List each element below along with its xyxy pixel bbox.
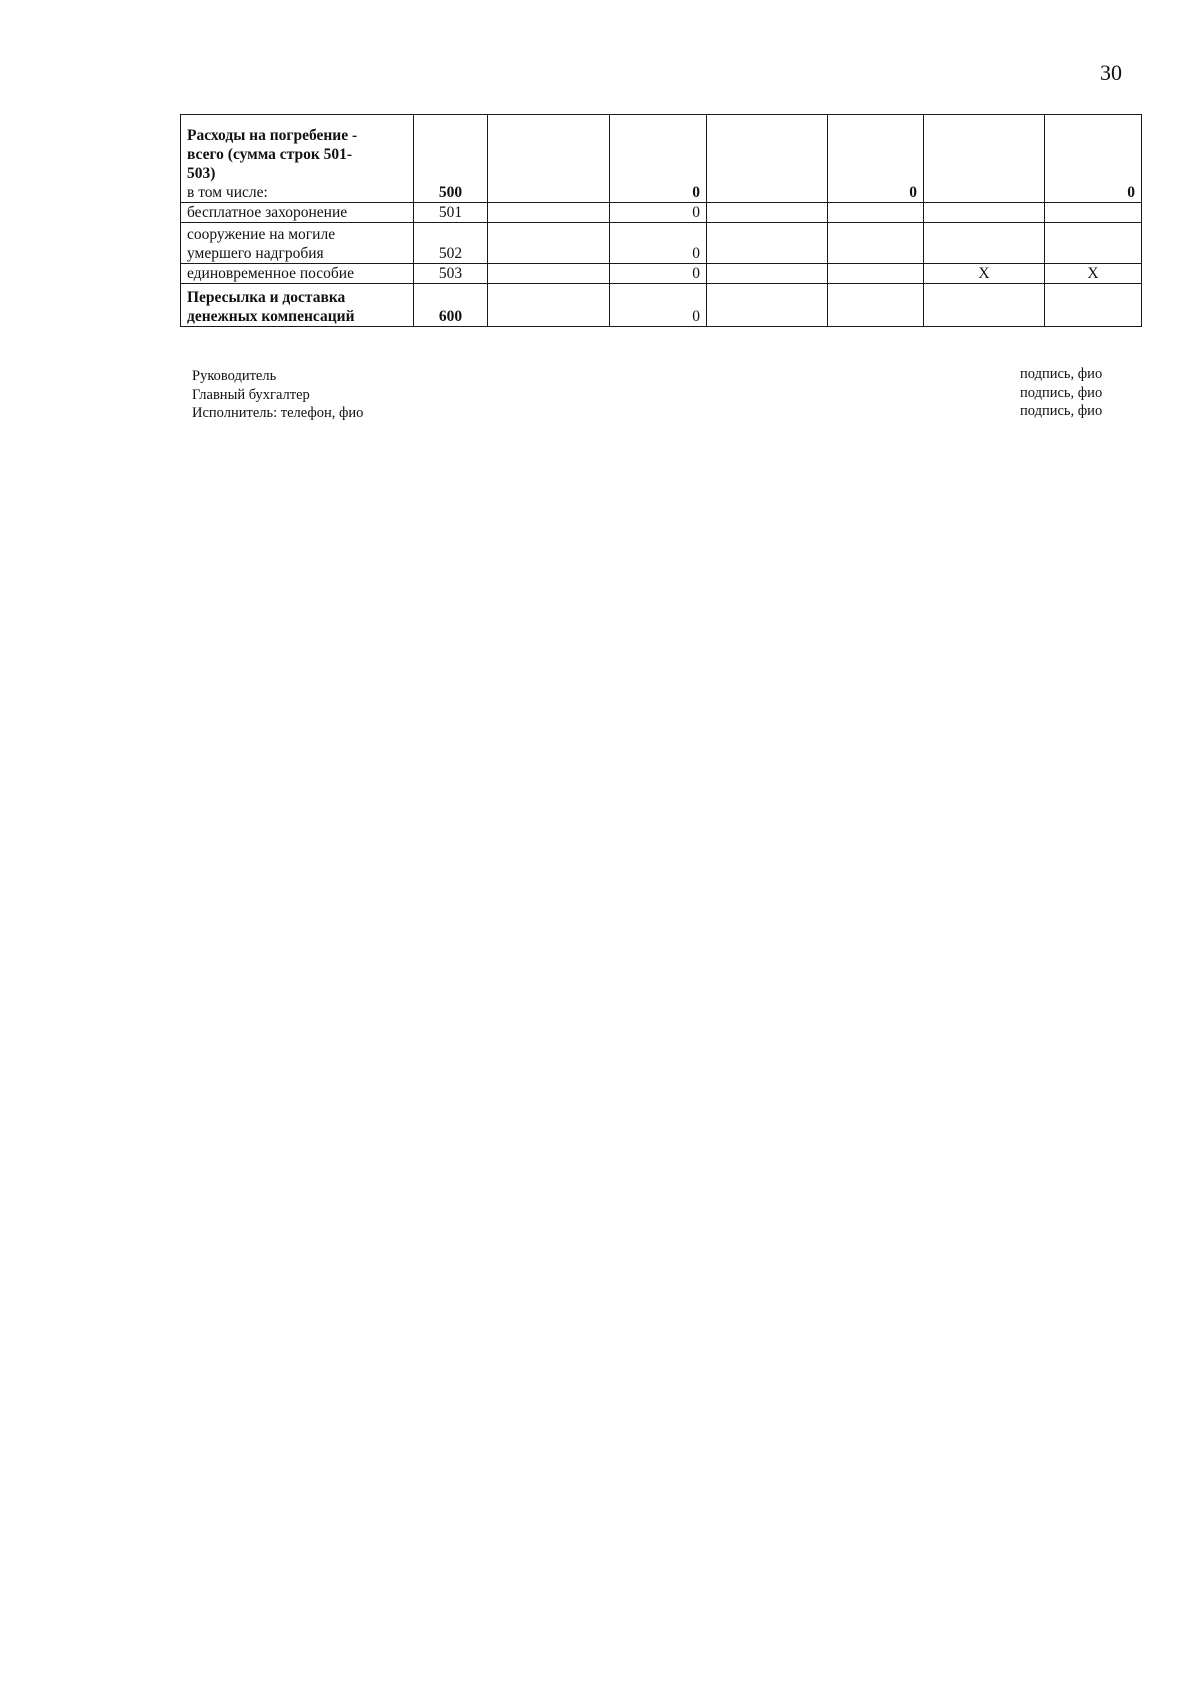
table-cell: [488, 223, 610, 264]
table-cell: [1045, 284, 1142, 327]
table-cell: [707, 284, 828, 327]
role-chief-accountant: Главный бухгалтер: [192, 386, 310, 403]
table-row: [181, 284, 1142, 327]
table-cell: [924, 223, 1045, 264]
signature-field: подпись, фио: [1020, 366, 1103, 382]
row-code: 500: [414, 115, 488, 203]
signature-field: подпись, фио: [1020, 403, 1103, 419]
signature-roles: [192, 367, 363, 423]
table-cell: [828, 223, 924, 264]
row-label: единовременное пособие: [181, 264, 414, 284]
row-label: бесплатное захоронение: [181, 203, 414, 223]
role-executor: Исполнитель: телефон, фио: [192, 405, 364, 421]
row-code: 502: [414, 223, 488, 264]
burial-expenses-table: [180, 114, 1142, 327]
table-cell: [488, 115, 610, 203]
table-cell: [828, 264, 924, 284]
table-cell: [707, 223, 828, 264]
table-cell: 0: [828, 115, 924, 203]
signature-fields: [1020, 365, 1102, 421]
table-cell: 0: [1045, 115, 1142, 203]
table-row: [181, 203, 1142, 223]
table-cell: [1045, 223, 1142, 264]
row-label: Пересылка и доставка денежных компенсаций: [181, 284, 414, 327]
table-row: [181, 264, 1142, 284]
table-cell: 0: [610, 264, 707, 284]
table-cell: X: [924, 264, 1045, 284]
table-cell: X: [1045, 264, 1142, 284]
role-head: Руководитель: [192, 368, 277, 384]
table-cell: [924, 203, 1045, 223]
row-code: 503: [414, 264, 488, 284]
table-cell: [828, 203, 924, 223]
table-row: [181, 115, 1142, 203]
table-cell: [707, 115, 828, 203]
table-cell: 0: [610, 223, 707, 264]
table-cell: 0: [610, 115, 707, 203]
table-cell: [488, 284, 610, 327]
table-cell: 0: [610, 284, 707, 327]
signature-field: подпись, фио: [1020, 384, 1103, 401]
page-number: 30: [1100, 60, 1122, 85]
table-cell: [707, 264, 828, 284]
table-cell: [828, 284, 924, 327]
row-code: 501: [414, 203, 488, 223]
table-cell: [488, 203, 610, 223]
table-cell: [707, 203, 828, 223]
table-cell: 0: [610, 203, 707, 223]
table-cell: [924, 284, 1045, 327]
row-label: Расходы на погребение - всего (сумма строк 501- 503) в том числе:: [181, 115, 414, 203]
table-row: [181, 223, 1142, 264]
row-code: 600: [414, 284, 488, 327]
table-cell: [924, 115, 1045, 203]
table-cell: [488, 264, 610, 284]
table-cell: [1045, 203, 1142, 223]
row-label: сооружение на могиле умершего надгробия: [181, 223, 414, 264]
